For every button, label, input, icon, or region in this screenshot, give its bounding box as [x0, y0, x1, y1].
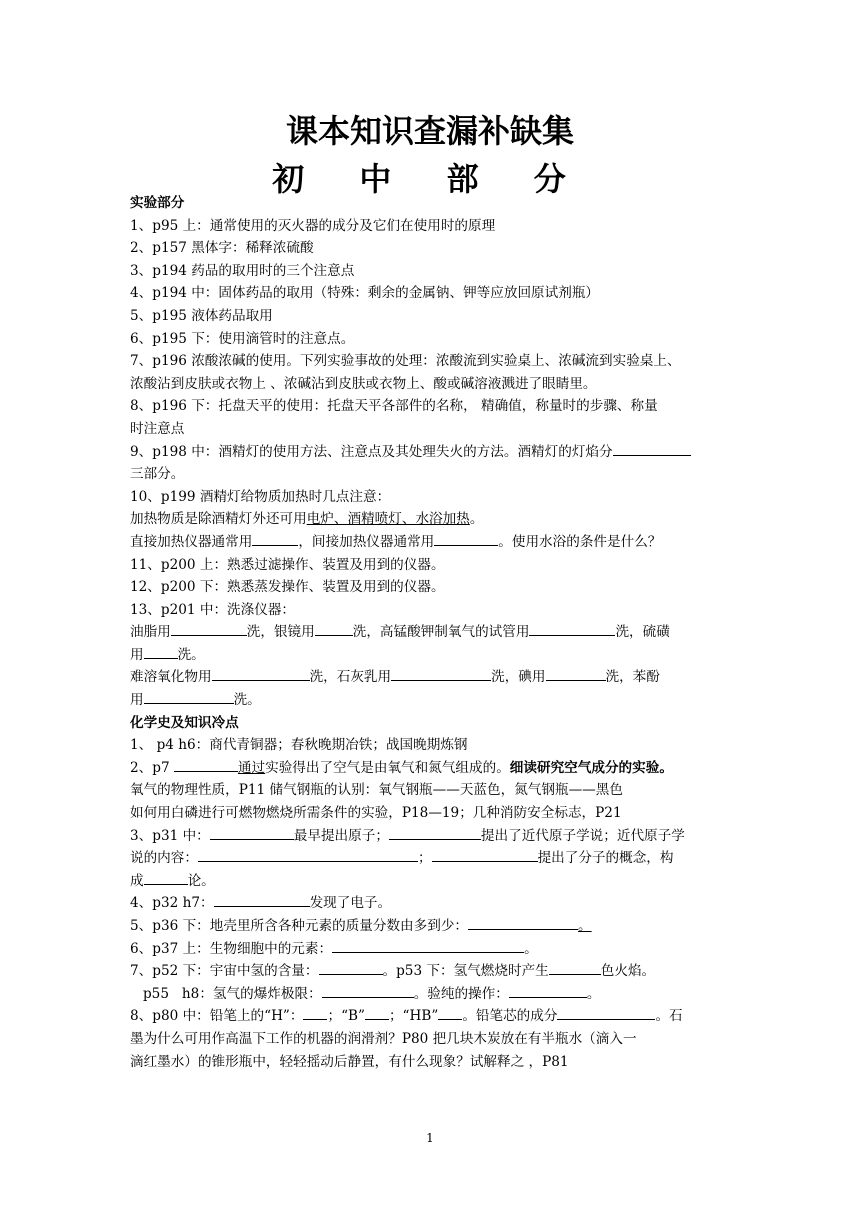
section-heading-history: 化学史及知识冷点 — [130, 714, 239, 731]
item-line — [130, 508, 732, 531]
item-line: 如何用白磷进行可燃物燃烧所需条件的实验，P18—19；几种消防安全标志，P21 — [130, 805, 622, 822]
item-line — [130, 870, 732, 893]
page-number: 1 — [426, 1131, 434, 1145]
fill-blank — [391, 666, 491, 681]
fill-blank — [509, 983, 587, 998]
item-line: 10、p199 酒精灯给物质加热时几点注意： — [130, 488, 391, 505]
item-line — [130, 644, 732, 667]
item-line — [130, 757, 732, 780]
item-line — [130, 689, 732, 712]
underlined-text: 电炉、酒精喷灯、水浴加热 — [306, 511, 470, 528]
item-text: 论。 — [187, 872, 215, 889]
fill-blank — [438, 1005, 462, 1020]
item-line — [130, 621, 732, 644]
item-line — [130, 983, 732, 1006]
item-text: 直接加热仪器通常用 — [130, 533, 253, 550]
item-text: 5、p36 下：地壳里所含各种元素的质量分数由多到少： — [130, 918, 469, 934]
item-text: 说的内容： — [130, 850, 198, 867]
item-text: 成 — [130, 872, 144, 889]
item-line: 墨为什么可用作高温下工作的机器的润滑剂？P80 把几块木炭放在有半瓶水（滴入一 — [130, 1030, 637, 1047]
fill-blank — [332, 938, 524, 953]
bold-text: 细读研究空气成分的实验。 — [509, 759, 673, 776]
item-text: 。 — [469, 511, 484, 528]
fill-blank — [557, 1005, 655, 1020]
fill-blank — [144, 689, 234, 704]
item-line — [130, 1005, 732, 1028]
underlined-text: 通过 — [237, 759, 266, 776]
item-text: 提出了近代原子学说；近代原子学 — [480, 827, 685, 844]
item-text: 9、p198 中：酒精灯的使用方法、注意点及其处理失火的方法。酒精灯的灯焰分 — [130, 443, 613, 460]
item-text: 洗，硫磺 — [615, 624, 670, 641]
item-text: 洗。 — [177, 646, 205, 663]
item-line: 三部分。 — [130, 466, 185, 483]
fill-blank — [613, 441, 691, 456]
item-line: 1、p95 上：通常使用的灭火器的成分及它们在使用时的原理 — [130, 217, 496, 234]
item-line: 2、p157 黑体字：稀释浓硫酸 — [130, 240, 314, 257]
item-line — [130, 825, 732, 848]
item-text: 实验得出了空气是由氧气和氮气组成的。 — [265, 759, 510, 776]
fill-blank — [546, 666, 606, 681]
fill-blank — [322, 983, 414, 998]
item-line: 4、p194 中：固体药品的取用（特殊：剩余的金属钠、钾等应放回原试剂瓶） — [130, 285, 600, 302]
item-line — [130, 892, 732, 915]
item-text: 4、p32 h7： — [130, 895, 214, 912]
fill-blank — [214, 892, 310, 907]
item-line: 浓酸沾到皮肤或衣物上 、浓碱沾到皮肤或衣物上、酸或碱溶液溅进了眼睛里。 — [130, 375, 597, 392]
fill-blank — [315, 621, 353, 636]
fill-blank — [432, 847, 538, 862]
item-text: 加热物质是除酒精灯外还可用 — [130, 511, 307, 528]
item-line: 8、p196 下：托盘天平的使用：托盘天平各部件的名称， 精确值，称量时的步骤、称量 — [130, 398, 658, 415]
fill-blank — [210, 825, 294, 840]
fill-blank — [303, 1005, 327, 1020]
item-text: 。验纯的操作： — [413, 985, 509, 1002]
item-text: 。 — [524, 940, 538, 957]
item-text: ；“HB” — [388, 1008, 439, 1025]
item-text: 。使用水浴的条件是什么？ — [498, 533, 662, 550]
document-body — [130, 192, 732, 1073]
item-text: 7、p52 下：宇宙中氢的含量： — [130, 963, 319, 980]
fill-blank — [319, 960, 383, 975]
item-line: 7、p196 浓酸浓碱的使用。下列实验事故的处理：浓酸流到实验桌上、浓碱流到实验桌上、 — [130, 353, 681, 370]
item-line: 滴红墨水）的锥形瓶中，轻轻摇动后静置，有什么现象？试解释之 ，P81 — [130, 1053, 569, 1070]
item-text: 色火焰。 — [600, 963, 656, 980]
item-text: 8、p80 中：铅笔上的“H”： — [130, 1008, 304, 1025]
item-line: 13、p201 中：洗涤仪器： — [130, 601, 296, 618]
item-text: 洗。 — [233, 692, 261, 709]
item-text: 提出了分子的概念，构 — [537, 850, 674, 867]
fill-blank — [549, 960, 601, 975]
fill-blank — [529, 621, 615, 636]
item-line — [130, 847, 732, 870]
item-text: 。 — [586, 985, 601, 1002]
fill-blank — [144, 644, 178, 659]
item-text: 用 — [130, 692, 144, 709]
item-text: 2、p7 — [130, 759, 174, 776]
item-text: ，间接加热仪器通常用 — [298, 533, 435, 550]
fill-blank — [174, 757, 238, 772]
fill-blank — [144, 870, 188, 885]
item-text: 。p53 下：氢气燃烧时产生 — [382, 963, 549, 980]
item-text: 。石 — [655, 1008, 683, 1025]
item-line — [130, 915, 732, 938]
item-text: ； — [417, 850, 432, 867]
fill-blank — [434, 531, 498, 546]
underlined-text: 。 — [578, 918, 592, 934]
item-line — [130, 441, 732, 464]
item-text: 油脂用 — [130, 624, 171, 641]
item-text: 发现了电子。 — [309, 895, 392, 912]
item-text: 6、p37 上：生物细胞中的元素： — [130, 940, 333, 957]
item-line: 1、 p4 h6：商代青铜器；春秋晚期冶铁；战国晚期炼钢 — [130, 737, 468, 754]
item-line: 6、p195 下：使用滴管时的注意点。 — [130, 330, 355, 347]
fill-blank — [468, 915, 578, 930]
item-text: 3、p31 中： — [130, 827, 210, 844]
item-text: ；“B” — [327, 1008, 365, 1025]
item-line: 12、p200 下：熟悉蒸发操作、装置及用到的仪器。 — [130, 579, 445, 596]
fill-blank — [389, 825, 481, 840]
item-text: p55 h8：氢气的爆炸极限： — [130, 985, 322, 1002]
item-line — [130, 666, 732, 689]
document-subtitle: 初 中 部 分 — [272, 160, 588, 198]
fill-blank — [212, 666, 310, 681]
document-title: 课本知识查漏补缺集 — [285, 112, 574, 150]
fill-blank — [365, 1005, 389, 1020]
item-text: 最早提出原子； — [293, 827, 389, 844]
item-text: 洗，高锰酸钾制氧气的试管用 — [352, 624, 530, 641]
item-line — [130, 960, 732, 983]
fill-blank — [171, 621, 247, 636]
item-line: 5、p195 液体药品取用 — [130, 307, 273, 324]
item-line — [130, 938, 732, 961]
item-text: 洗，石灰乳用 — [309, 669, 392, 686]
item-text: 洗，银镜用 — [246, 624, 315, 641]
item-text: 。铅笔芯的成分 — [462, 1008, 558, 1025]
item-line: 3、p194 药品的取用时的三个注意点 — [130, 262, 355, 279]
item-line: 11、p200 上：熟悉过滤操作、装置及用到的仪器。 — [130, 556, 445, 573]
fill-blank — [198, 847, 418, 862]
item-line: 时注意点 — [130, 420, 185, 437]
item-line: 氧气的物理性质，P11 储气钢瓶的认别：氧气钢瓶——天蓝色，氮气钢瓶——黑色 — [130, 782, 623, 799]
item-text: 用 — [130, 646, 144, 663]
item-text: 洗，碘用 — [491, 669, 546, 686]
item-text: 洗，苯酚 — [605, 669, 660, 686]
section-heading-experiment: 实验部分 — [130, 195, 185, 211]
item-text: 难溶氧化物用 — [130, 669, 212, 686]
item-line — [130, 531, 732, 554]
fill-blank — [252, 531, 298, 546]
